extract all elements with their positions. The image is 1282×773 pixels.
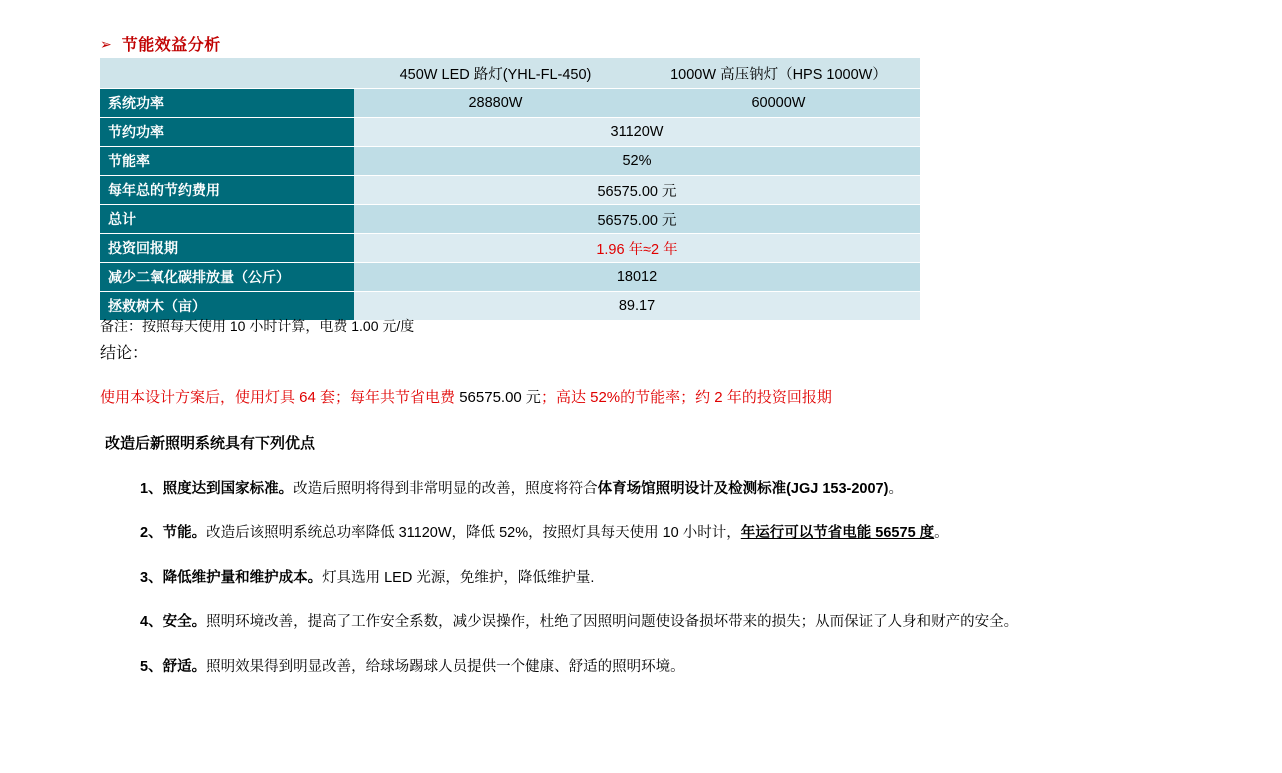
row-label: 系统功率 <box>100 89 354 118</box>
table-row <box>100 89 920 118</box>
advantages-title: 改造后新照明系统具有下列优点 <box>105 435 316 452</box>
table-row <box>100 118 920 147</box>
table-note: 备注：按照每天使用 10 小时计算，电费 1.00 元/度 <box>100 318 415 334</box>
item-number: 2、 <box>140 525 163 542</box>
table-row <box>100 234 920 263</box>
item-number: 5、 <box>140 658 163 675</box>
row-value: 56575.00 元 <box>354 176 920 205</box>
list-item <box>100 611 1200 633</box>
conclusion-seg3: ；高达 52% <box>540 389 621 406</box>
table-row <box>100 176 920 205</box>
row-value: 52% <box>354 147 920 176</box>
row-label: 每年总的节约费用 <box>100 176 354 205</box>
item-number: 1、 <box>140 481 163 497</box>
row-value: 56575.00 元 <box>354 205 920 234</box>
row-value: 31120W <box>354 118 920 147</box>
row-value-payback: 1.96 年≈2 年 <box>354 234 920 263</box>
row-value: 89.17 <box>354 292 920 321</box>
row-label: 投资回报期 <box>100 234 354 263</box>
item-strong: 舒适。 <box>162 658 207 675</box>
item-number: 3、 <box>140 569 163 586</box>
item-bold-tail: 体育场馆照明设计及检测标准(JGJ 153-2007) <box>597 481 889 497</box>
item-underline-tail: 年运行可以节省电能 56575 度 <box>740 525 935 542</box>
conclusion-seg4: 的节能率；约 2 年的投资回报期 <box>620 389 832 406</box>
item-tail: 。 <box>888 481 903 497</box>
list-item <box>100 656 1200 678</box>
list-item <box>100 567 1200 589</box>
item-text: 灯具选用 LED 光源，免维护，降低维护量. <box>322 569 595 586</box>
item-number: 4、 <box>140 614 163 631</box>
table-row <box>100 205 920 234</box>
section-heading <box>100 32 221 55</box>
table-header-col-b: 1000W 高压钠灯（HPS 1000W） <box>637 58 920 89</box>
conclusion-seg2: 56575.00 元 <box>459 389 541 406</box>
conclusion-label: 结论： <box>100 345 149 362</box>
row-value-a: 28880W <box>354 89 637 118</box>
conclusion-seg1: 使用本设计方案后，使用灯具 64 套；每年共节省电费 <box>100 389 460 406</box>
table-header-col-a: 450W LED 路灯(YHL-FL-450) <box>354 58 637 89</box>
item-strong: 节能。 <box>162 525 207 542</box>
conclusion-text <box>100 386 832 407</box>
item-text: 改造后该照明系统总功率降低 31120W，降低 52%，按照灯具每天使用 10 小时计， <box>206 525 741 542</box>
row-label: 拯救树木（亩） <box>100 292 354 321</box>
arrow-bullet-icon: ➢ <box>100 35 112 52</box>
list-item <box>100 522 1200 544</box>
item-strong: 降低维护量和维护成本。 <box>162 569 323 586</box>
row-label: 节能率 <box>100 147 354 176</box>
item-tail: 。 <box>934 525 949 542</box>
row-label: 节约功率 <box>100 118 354 147</box>
table-header-row <box>100 58 920 89</box>
list-item <box>100 478 1200 500</box>
row-label: 减少二氧化碳排放量（公斤） <box>100 263 354 292</box>
table-row <box>100 147 920 176</box>
advantages-list <box>100 478 1200 700</box>
item-text: 照明环境改善，提高了工作安全系数，减少误操作，杜绝了因照明问题使设备损坏带来的损失；从而保证了人身和财产的安全。 <box>206 614 1019 631</box>
row-value-b: 60000W <box>637 89 920 118</box>
table-row <box>100 263 920 292</box>
item-strong: 照度达到国家标准。 <box>162 481 294 497</box>
row-label: 总计 <box>100 205 354 234</box>
item-text: 改造后照明将得到非常明显的改善，照度将符合 <box>293 481 598 497</box>
table-header-blank <box>100 58 354 89</box>
page-title: 节能效益分析 <box>121 37 221 54</box>
row-value: 18012 <box>354 263 920 292</box>
energy-benefit-table <box>100 58 920 321</box>
item-strong: 安全。 <box>162 614 207 631</box>
item-text: 照明效果得到明显改善，给球场踢球人员提供一个健康、舒适的照明环境。 <box>206 658 685 675</box>
